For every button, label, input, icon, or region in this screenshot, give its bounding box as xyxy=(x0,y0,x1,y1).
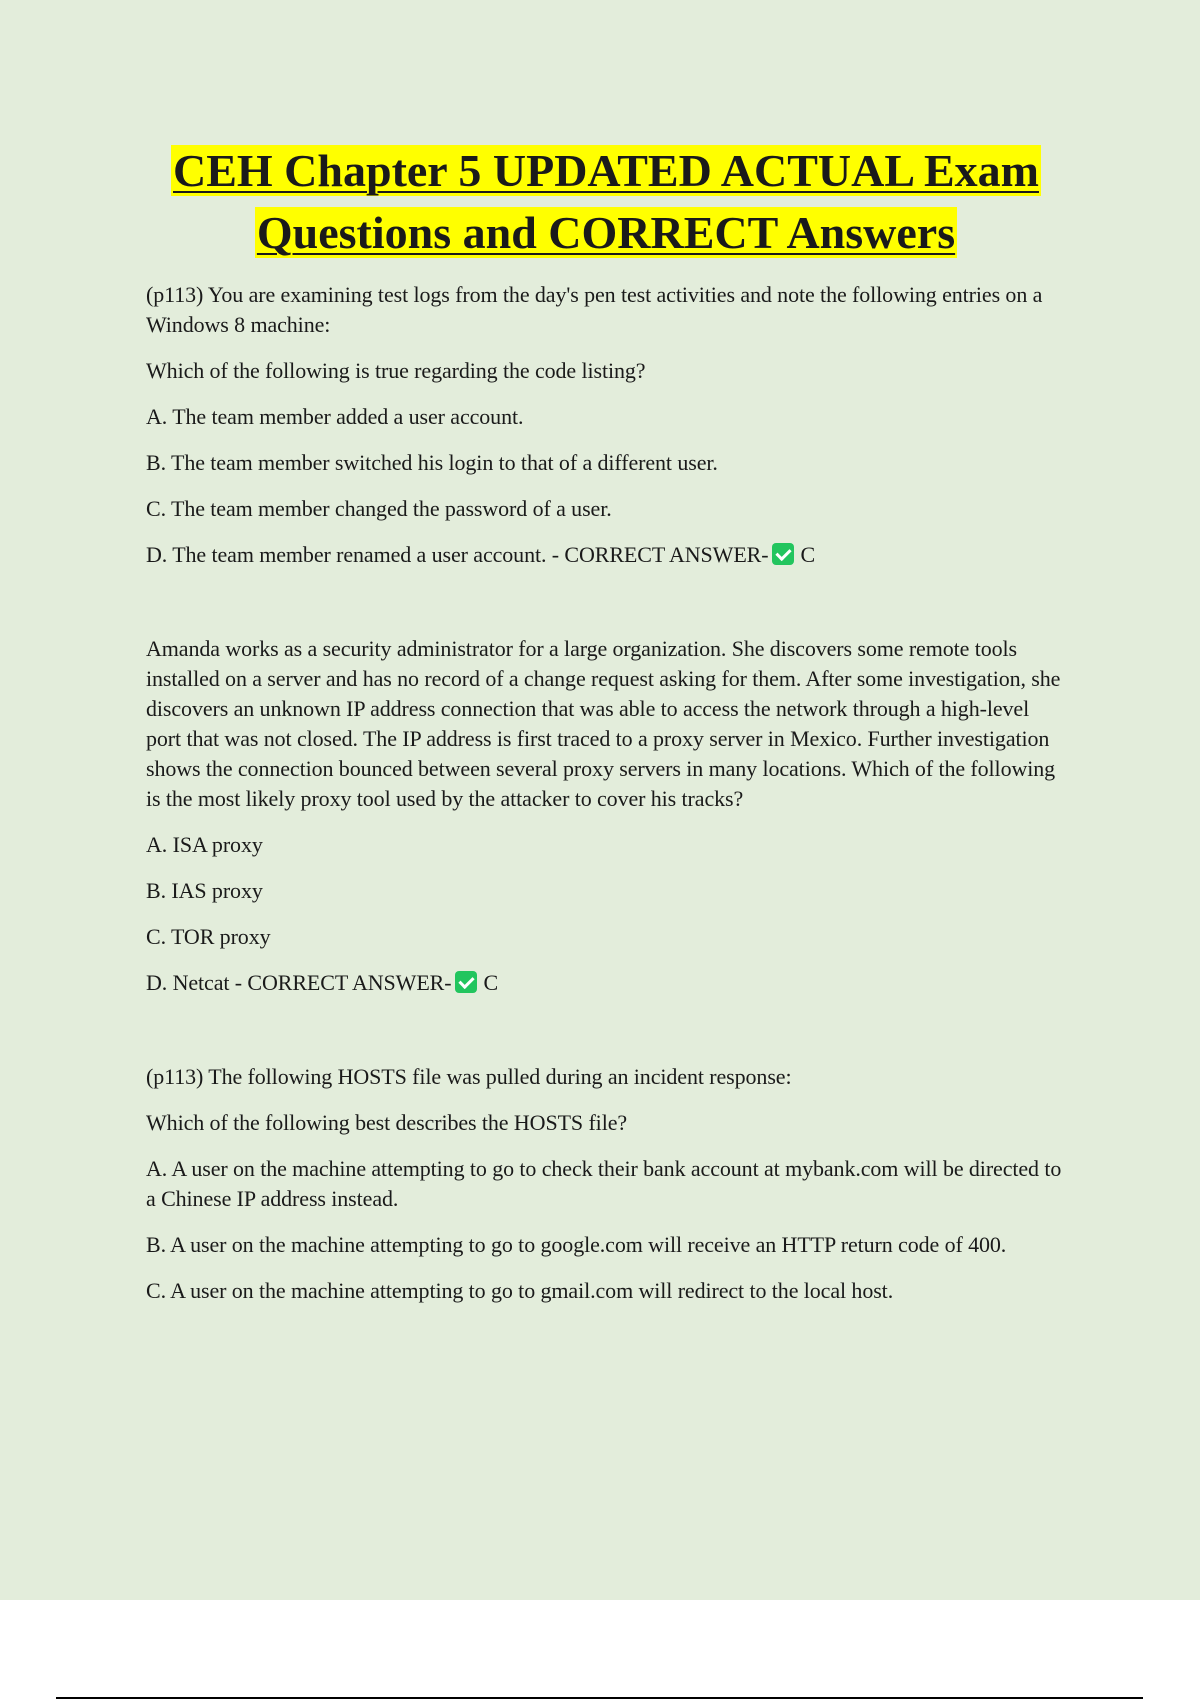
question-3 xyxy=(146,1062,1066,1306)
footer-rule xyxy=(56,1697,1143,1699)
question-1-prompt: Which of the following is true regarding the code listing? xyxy=(146,358,646,383)
question-1-option-a: A. The team member added a user account. xyxy=(146,404,524,429)
question-3-prompt: Which of the following best describes the HOSTS file? xyxy=(146,1110,628,1135)
question-3-stem: (p113) The following HOSTS file was pulled during an incident response: xyxy=(146,1064,792,1089)
question-3-option-b: B. A user on the machine attempting to go to google.com will receive an HTTP return code of 400. xyxy=(146,1232,1007,1257)
question-spacer xyxy=(146,586,1066,634)
question-2-option-a: A. ISA proxy xyxy=(146,832,263,857)
question-2-answer: C xyxy=(483,970,499,995)
question-2-option-b: B. IAS proxy xyxy=(146,878,263,903)
question-1-answer: C xyxy=(800,542,816,567)
question-2-stem: Amanda works as a security administrator for a large organization. She discovers some remote tools installed on a server and has no record of a change request asking for them. After some investigation, she discovers an unknown IP address connection that was able to access the network through a high-level port that was not closed. The IP address is first traced to a proxy server in Mexico. Further investigation shows the connection bounced between several proxy servers in many locations. Which of the following is the most likely proxy tool used by the attacker to cover his tracks? xyxy=(146,636,1061,811)
question-1-stem: (p113) You are examining test logs from the day's pen test activities and note the following entries on a Windows 8 machine: xyxy=(146,282,1043,337)
question-spacer xyxy=(146,1014,1066,1062)
question-2-option-c: C. TOR proxy xyxy=(146,924,271,949)
question-2 xyxy=(146,634,1066,998)
question-1-option-b: B. The team member switched his login to that of a different user. xyxy=(146,450,718,475)
check-mark-icon xyxy=(455,971,477,993)
question-1-option-c: C. The team member changed the password of a user. xyxy=(146,496,612,521)
question-1-option-d-text: D. The team member renamed a user account. - CORRECT ANSWER- xyxy=(146,542,769,567)
document-title xyxy=(146,140,1066,264)
question-3-option-c: C. A user on the machine attempting to go to gmail.com will redirect to the local host. xyxy=(146,1278,894,1303)
check-mark-icon xyxy=(772,543,794,565)
document-content xyxy=(146,140,1066,1322)
question-1-option-d xyxy=(146,540,1066,570)
title-line-1: CEH Chapter 5 UPDATED ACTUAL Exam xyxy=(173,145,1039,196)
question-2-option-d-text: D. Netcat - CORRECT ANSWER- xyxy=(146,970,452,995)
title-line-2: Questions and CORRECT Answers xyxy=(256,207,956,258)
question-2-option-d xyxy=(146,968,1066,998)
question-1 xyxy=(146,280,1066,570)
question-3-option-a: A. A user on the machine attempting to go to check their bank account at mybank.com will be directed to a Chinese IP address instead. xyxy=(146,1156,1062,1211)
